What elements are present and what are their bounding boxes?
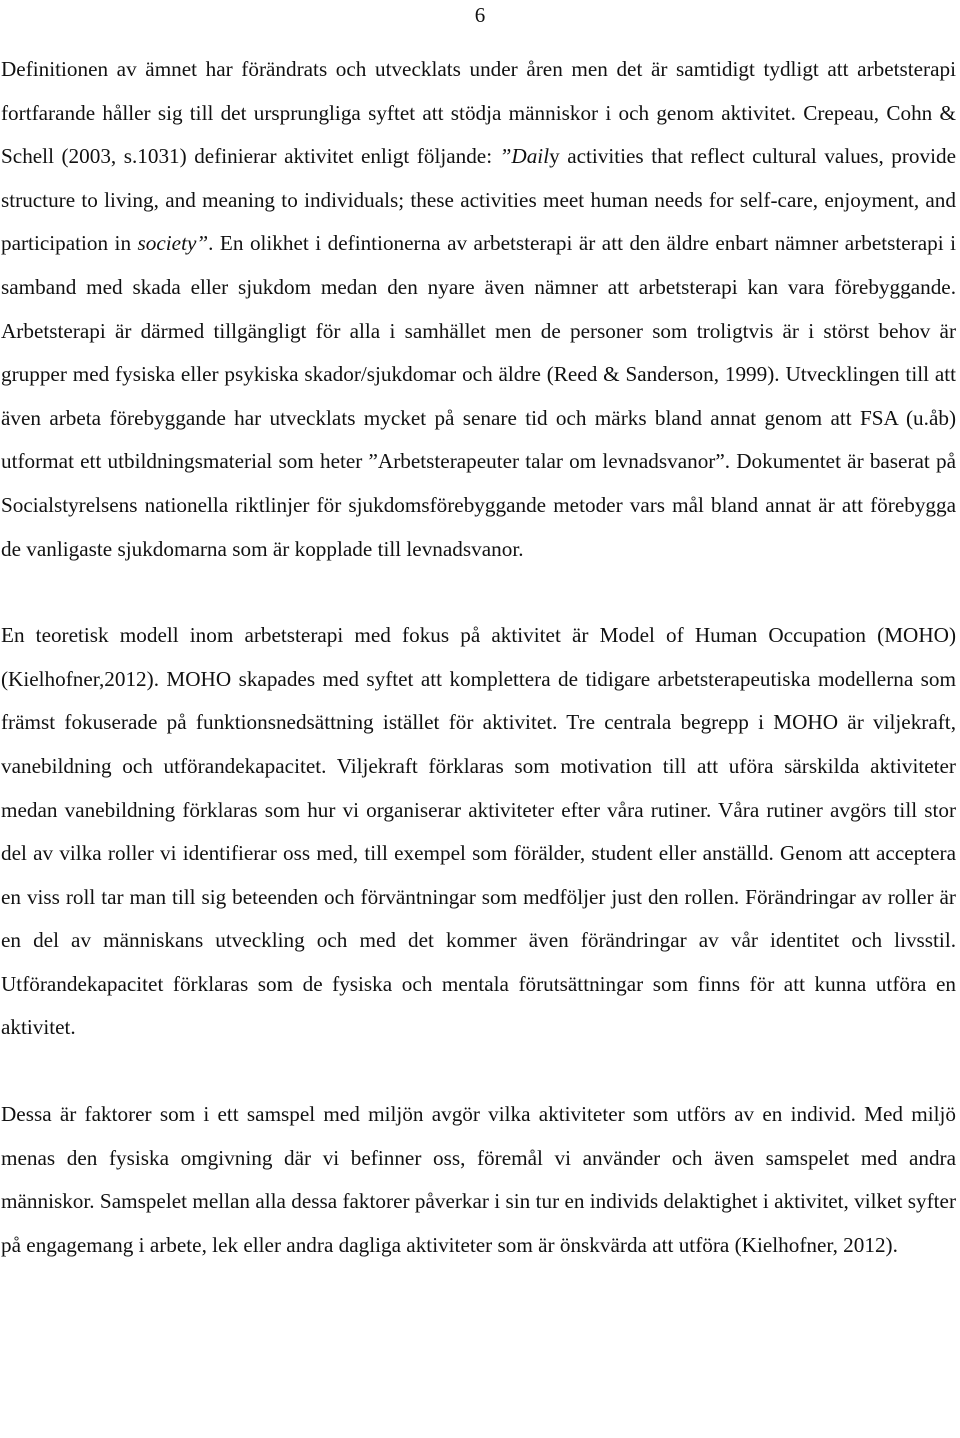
paragraph-text: . En olikhet i defintionerna av arbetsterapi är att den äldre enbart nämner arbetsterapi i samband med skada eller sjukdom medan den nyare även nämner att arbetsterapi kan vara förebyggande. Arbetsterapi är därmed tillgängligt för alla i samhället men de personer som troligtvis är i störst behov är grupper med fysiska eller psykiska skador/sjukdomar och äldre (Reed & Sanderson, 1999). Utvecklingen till att även arbeta förebyggande har utvecklats mycket på senare tid och märks bland annat genom att FSA (u.åb) utformat ett utbildningsmaterial som heter ”Arbetsterapeuter talar om levnadsvanor”. Dokumentet är baserat på Socialstyrelsens nationella riktlinjer för sjukdomsförebyggande metoder vars mål bland annat är att förebygga de vanligaste sjukdomarna som är kopplade till levnadsvanor.: [1, 231, 956, 561]
paragraph-environment: Dessa är faktorer som i ett samspel med miljön avgör vilka aktiviteter som utförs av en individ. Med miljö menas den fysiska omgivning där vi befinner oss, föremål vi använder och även samspelet med andra människor. Samspelet mellan alla dessa faktorer påverkar i sin tur en individs delaktighet i aktivitet, vilket syfter på engagemang i arbete, lek eller andra dagliga aktiviteter som är önskvärda att utföra (Kielhofner, 2012).: [1, 1102, 956, 1257]
paragraph-text: Definitionen av ämnet har förändrats och utvecklats under åren men det är samtidigt tydligt att arbetsterapi fortfarande håller sig till det ursprungliga syftet att stödja människor i och genom aktivitet. Crepeau, Cohn & Schell (2003, s.1031) definierar aktivitet enligt följande:: [1, 57, 956, 169]
quote-open: ”Dail: [499, 144, 550, 169]
english-quote: y activities that reflect cultural values, provide structure to living, and meaning to individuals; these activities meet human needs for self-care, enjoyment, and participation in: [1, 144, 956, 256]
quote-close: society”: [137, 231, 209, 256]
page-number: 6: [474, 3, 486, 27]
paragraph-definition: [1, 48, 956, 571]
paragraph-moho: En teoretisk modell inom arbetsterapi med fokus på aktivitet är Model of Human Occupation (MOHO) (Kielhofner,2012). MOHO skapades med syftet att komplettera de tidigare arbetsterapeutiska modellerna som främst fokuserade på funktionsnedsättning istället för aktivitet. Tre centrala begrepp i MOHO är viljekraft, vanebildning och utförandekapacitet. Viljekraft förklaras som motivation till att uföra särskilda aktiviteter medan vanebildning förklaras som hur vi organiserar aktiviteter efter våra rutiner. Våra rutiner avgörs till stor del av vilka roller vi identifierar oss med, till exempel som förälder, student eller anställd. Genom att acceptera en viss roll tar man till sig beteenden och förväntningar som medföljer just den rollen. Förändringar av roller är en del av människans utveckling och med det kommer även förändringar av vår identitet och livsstil. Utförandekapacitet förklaras som de fysiska och mentala förutsättningar som finns för att kunna utföra en aktivitet.: [1, 623, 956, 1040]
